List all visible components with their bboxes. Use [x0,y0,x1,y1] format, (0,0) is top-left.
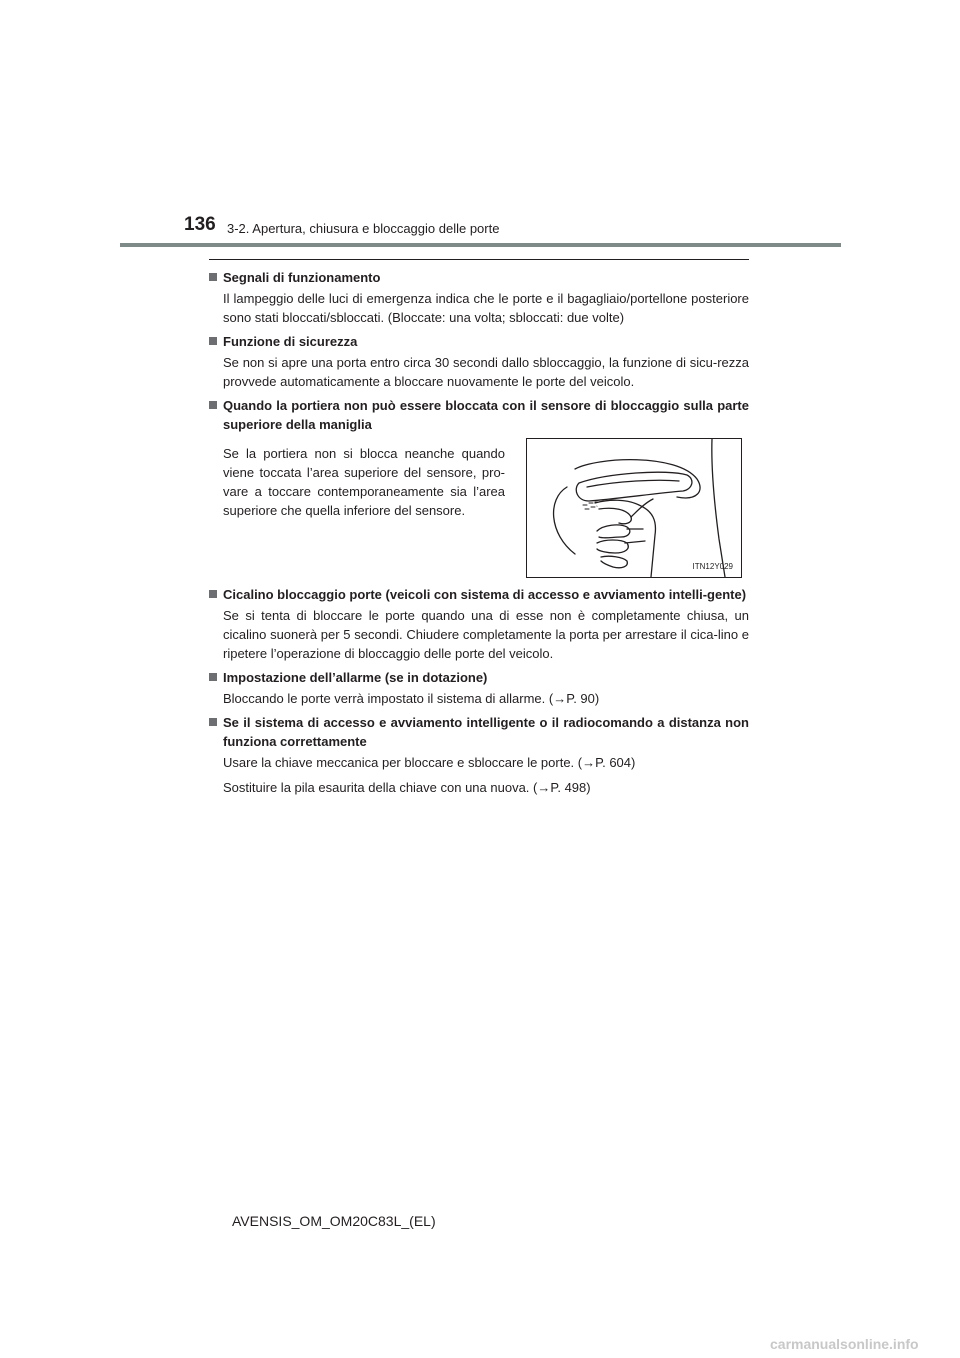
section-rule [209,259,749,260]
header-rule [120,243,841,247]
heading-text: Cicalino bloccaggio porte (veicoli con sistema di accesso e avviamento intelli-gente) [223,587,747,602]
header-section-title: 3-2. Apertura, chiusura e bloccaggio delle porte [227,221,500,236]
watermark: carmanualsonline.info [770,1336,919,1352]
heading-text: Segnali di funzionamento [223,270,381,285]
square-bullet-icon [209,401,217,409]
section-heading [209,668,749,687]
heading-text: Quando la portiera non può essere bloccata con il sensore di bloccaggio sulla parte superiore della maniglia [223,398,749,432]
square-bullet-icon [209,673,217,681]
section-paragraph: Se non si apre una porta entro circa 30 secondi dallo sbloccaggio, la funzione di sicu-rezza provvede automaticamente a bloccare nuovamente le porte del veicolo. [223,355,749,389]
section-paragraph: Usare la chiave meccanica per bloccare e sbloccare le porte. (→P. 604) [223,755,636,770]
section-paragraph: Sostituire la pila esaurita della chiave con una nuova. (→P. 498) [223,780,591,795]
section-paragraph: Se si tenta di bloccare le porte quando una di esse non è completamente chiusa, un cicalino suonerà per 5 secondi. Chiudere completamente la porta per arrestare il cica-lino e ripetere l’operazione di bloccaggio delle porte del veicolo. [223,608,749,661]
square-bullet-icon [209,718,217,726]
heading-text: Se il sistema di accesso e avviamento intelligente o il radiocomando a distanza non funziona correttamente [223,715,749,749]
section-heading [209,268,749,287]
section-heading [209,713,749,751]
section-heading [209,585,749,604]
heading-text: Funzione di sicurezza [223,334,358,349]
door-handle-illustration [526,438,742,578]
section-paragraph: Bloccando le porte verrà impostato il sistema di allarme. (→P. 90) [223,691,600,706]
section-heading [209,332,749,351]
square-bullet-icon [209,337,217,345]
section-paragraph: Se la portiera non si blocca neanche quando viene toccata l’area superiore del sensore, pro-vare a toccare contemporaneamente sia l’area superiore che quella inferiore del sensore. [223,446,505,518]
page-number: 136 [184,214,216,235]
section-heading [209,396,749,434]
footer-manual-code: AVENSIS_OM_OM20C83L_(EL) [232,1213,436,1229]
square-bullet-icon [209,273,217,281]
illustrated-note [209,438,749,580]
heading-text: Impostazione dell’allarme (se in dotazione) [223,670,488,685]
page-body [209,268,749,797]
section-paragraph: Il lampeggio delle luci di emergenza indica che le porte e il bagagliaio/portellone posteriore sono stati bloccati/sbloccati. (Bloccate: una volta; sbloccati: due volte) [223,291,749,325]
square-bullet-icon [209,590,217,598]
figure-code: ITN12Y029 [692,562,733,571]
